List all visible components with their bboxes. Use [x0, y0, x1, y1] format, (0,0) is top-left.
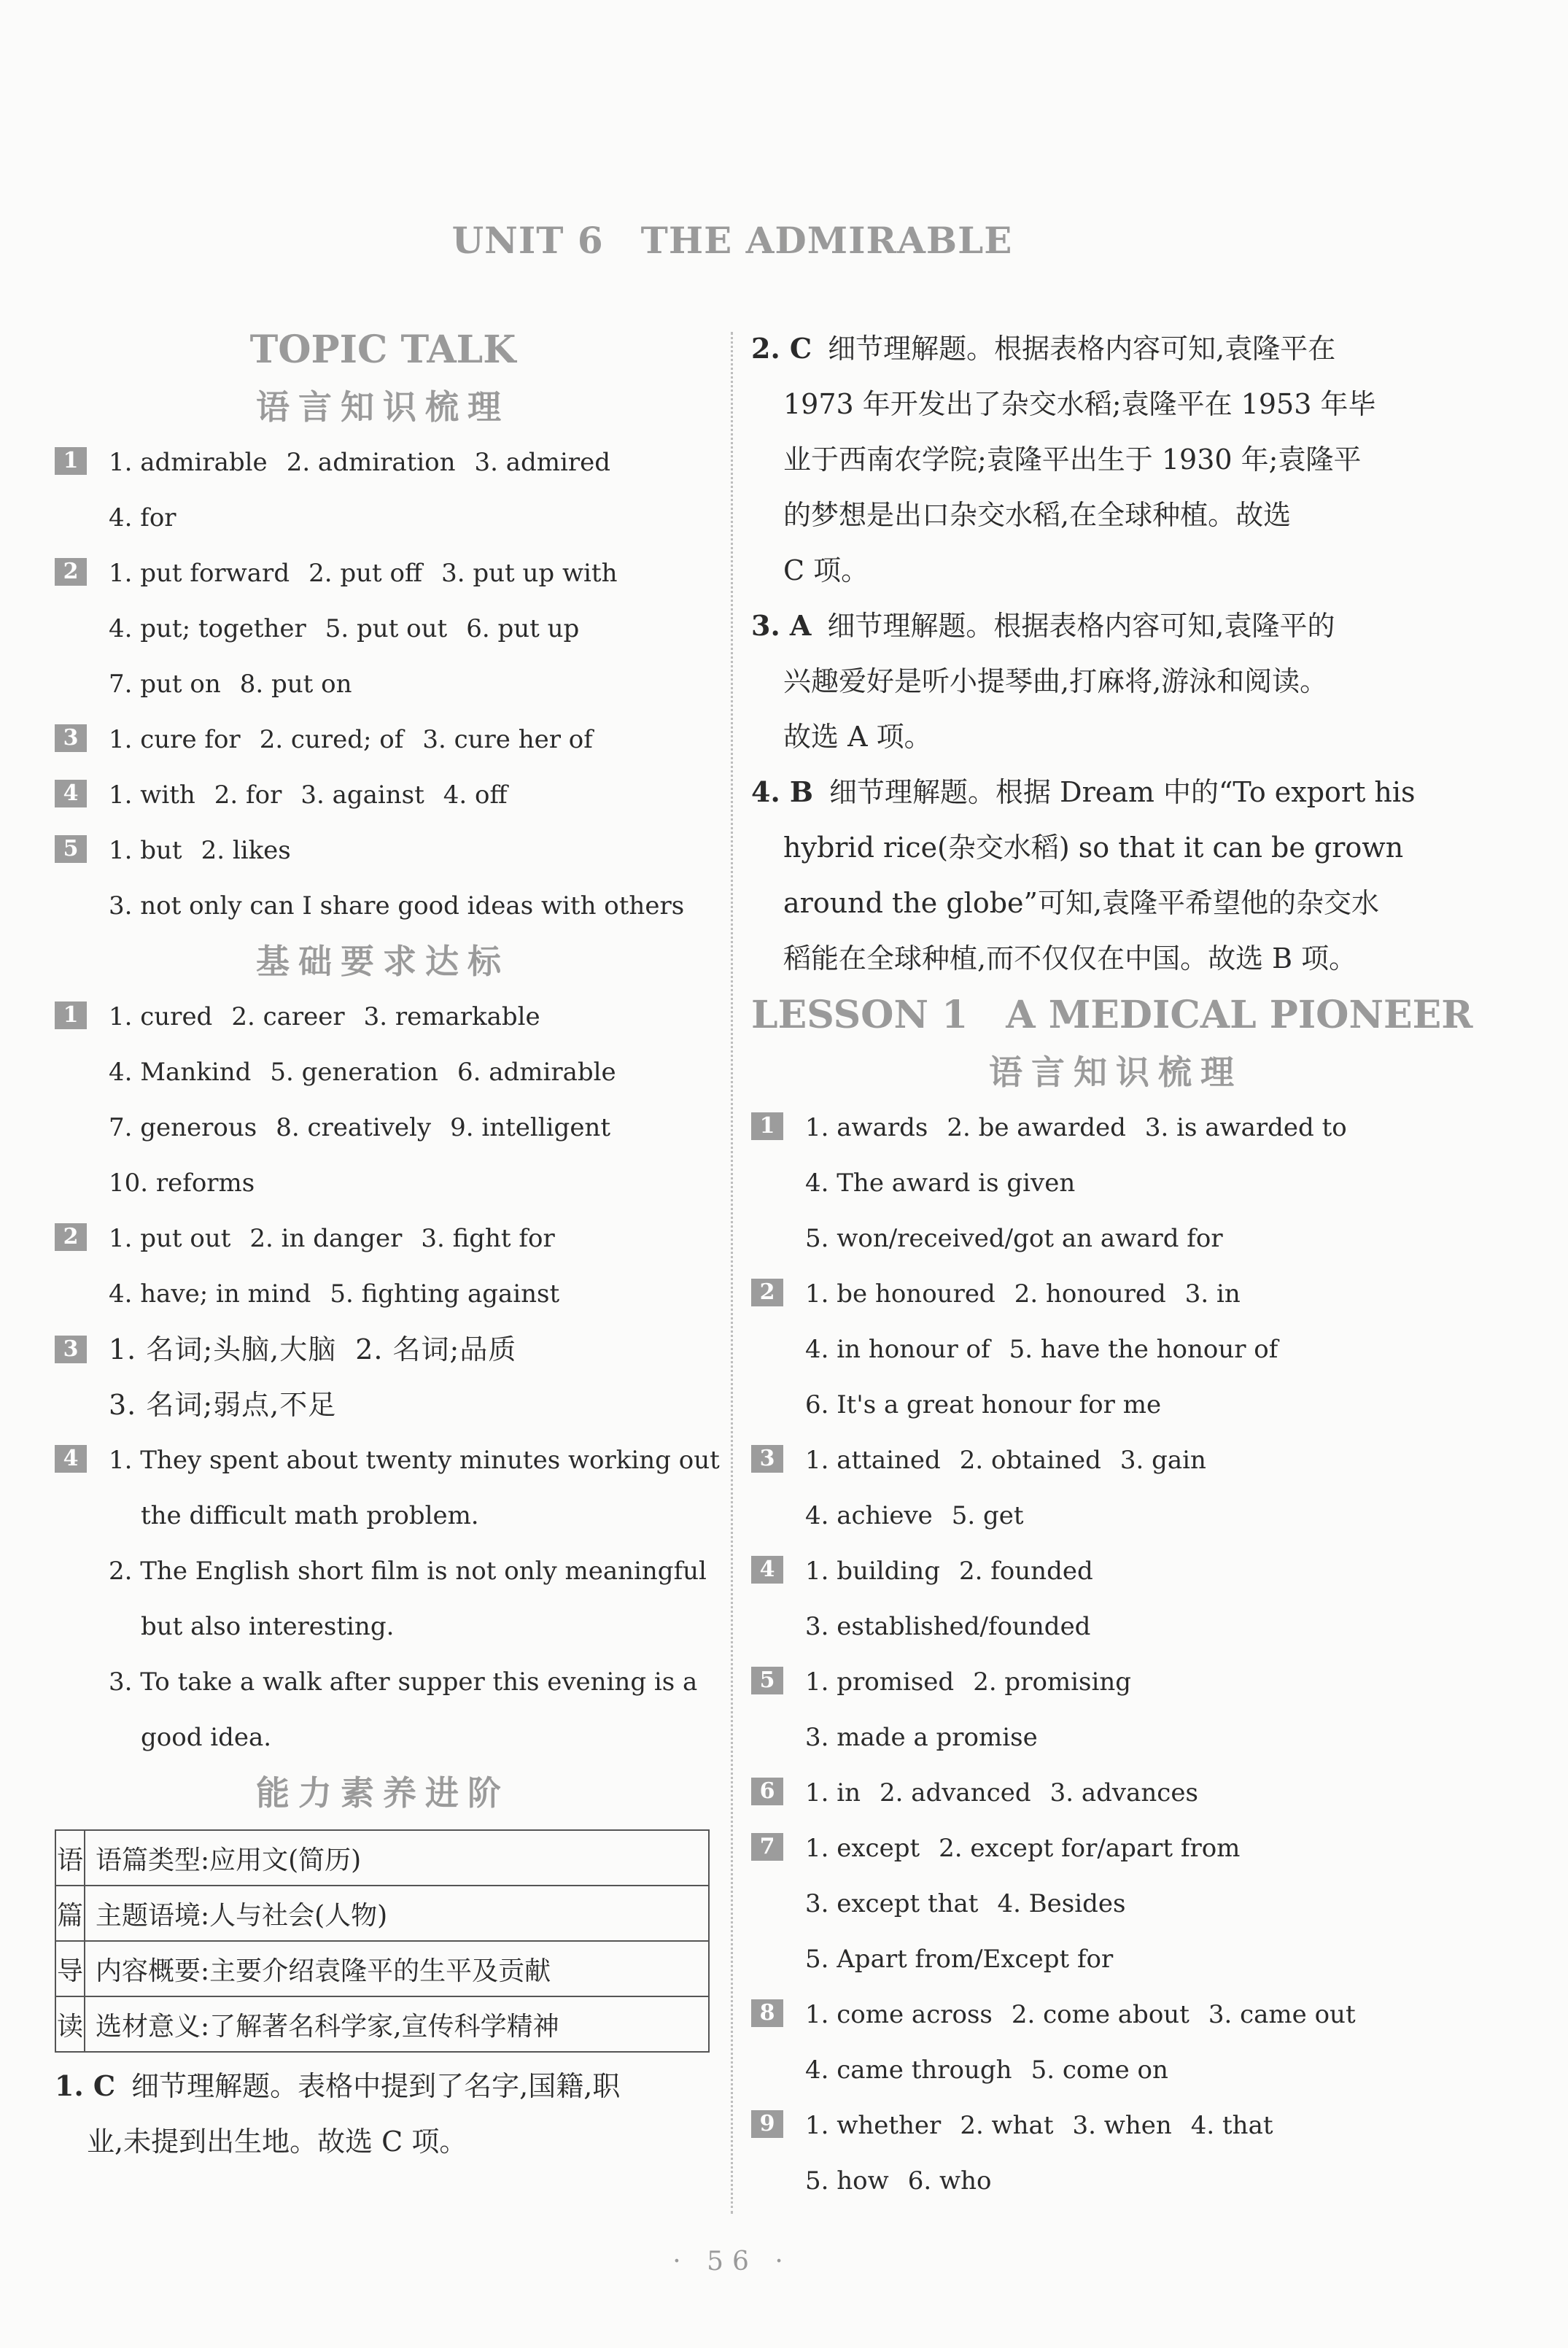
guide-label-char: 篇	[55, 1886, 85, 1941]
answer-item: good idea.	[141, 1723, 272, 1752]
question-answer-line	[751, 598, 1480, 654]
answer-item: 1. put forward	[109, 559, 290, 588]
exercise-number-badge: 1	[55, 1001, 87, 1029]
answer-item: 3. not only can I share good ideas with others	[109, 891, 685, 921]
exercise-number-badge: 3	[55, 724, 87, 752]
guide-row: 主题语境:人与社会(人物)	[85, 1886, 709, 1941]
answer-item: 3. admired	[474, 448, 611, 477]
explanation-text: C 项。	[783, 554, 869, 586]
answer-item: 2. admiration	[286, 448, 456, 477]
answer-item: 2. likes	[201, 836, 291, 865]
question-answer-line	[751, 487, 1480, 543]
exercise-number-badge: 7	[751, 1833, 783, 1861]
question-answer-line	[55, 2114, 711, 2169]
answer-item: 2. obtained	[959, 1446, 1101, 1475]
answer-item: the difficult math problem.	[141, 1501, 479, 1530]
answer-row	[751, 1377, 1480, 1433]
answer-item: 4. for	[109, 503, 176, 532]
answer-item: 1. They spent about twenty minutes working out	[109, 1446, 720, 1475]
explanation-text: around the globe”可知,袁隆平希望他的杂交水	[783, 887, 1380, 919]
answer-item: 3. 名词;弱点,不足	[109, 1389, 337, 1421]
question-answer-line	[751, 931, 1480, 986]
answer-item: 3. against	[300, 780, 424, 810]
answer-item: 5. have the honour of	[1009, 1335, 1278, 1364]
explanation-text: 细节理解题。根据表格内容可知,袁隆平的	[827, 610, 1335, 642]
right-section1-list	[751, 1100, 1480, 2209]
answer-row	[55, 1654, 711, 1710]
lesson-title: LESSON 1 A MEDICAL PIONEER	[751, 993, 1473, 1037]
page-number: · 56 ·	[672, 2247, 792, 2277]
answer-row	[751, 2153, 1480, 2209]
exercise-number-badge: 8	[751, 1999, 783, 2027]
answer-row	[55, 823, 711, 878]
answer-row	[55, 1322, 711, 1377]
question-answer-line	[55, 2058, 711, 2114]
answer-item: 4. put; together	[109, 614, 306, 643]
left-section2-list	[55, 989, 720, 1765]
exercise-number-badge: 1	[55, 447, 87, 475]
explanation-text: 故选 A 项。	[783, 721, 932, 753]
answer-item: 5. won/received/got an award for	[805, 1224, 1223, 1253]
explanation-text: 兴趣爱好是听小提琴曲,打麻将,游泳和阅读。	[783, 665, 1328, 697]
answer-item: 2. for	[214, 780, 282, 810]
answer-row	[55, 656, 711, 712]
answer-item: 1. awards	[805, 1113, 928, 1142]
answer-row	[751, 1322, 1480, 1377]
question-answer-key: 1. C	[55, 2069, 116, 2102]
answer-row	[751, 1266, 1480, 1322]
guide-label-char: 导	[55, 1941, 85, 1996]
answer-row	[55, 767, 711, 823]
guide-label-char: 读	[55, 1996, 85, 2052]
question-answer-line	[751, 764, 1480, 820]
answer-item: 2. 名词;品质	[355, 1333, 517, 1365]
explanation-text: 1973 年开发出了杂交水稻;袁隆平在 1953 年毕	[783, 388, 1376, 420]
guide-row: 选材意义:了解著名科学家,宣传科学精神	[85, 1996, 709, 2052]
exercise-number-badge: 4	[55, 1445, 87, 1473]
explanation-text: 细节理解题。根据表格内容可知,袁隆平在	[828, 333, 1336, 365]
answer-item: 2. put off	[308, 559, 423, 588]
answer-item: 2. what	[960, 2111, 1054, 2140]
answer-item: 2. career	[231, 1002, 345, 1031]
section-title-basic-requirements: 基础要求达标	[256, 942, 510, 981]
answer-row	[751, 1100, 1480, 1155]
answer-item: 6. admirable	[457, 1058, 616, 1087]
answer-row	[751, 1599, 1480, 1654]
answer-item: 3. remarkable	[363, 1002, 540, 1031]
exercise-number-badge: 5	[55, 835, 87, 863]
answer-item: 4. achieve	[805, 1501, 933, 1530]
question-answer-line	[751, 820, 1480, 875]
answer-item: 1. whether	[805, 2111, 942, 2140]
answer-row	[751, 1821, 1480, 1876]
answer-item: 9. intelligent	[450, 1113, 610, 1142]
answer-item: 10. reforms	[109, 1169, 255, 1198]
left-answers	[55, 2058, 711, 2169]
answer-row	[751, 1876, 1480, 1932]
explanation-text: 业,未提到出生地。故选 C 项。	[87, 2126, 467, 2158]
answer-row	[55, 1377, 711, 1433]
guide-row: 内容概要:主要介绍袁隆平的生平及贡献	[85, 1941, 709, 1996]
answer-item: 3. came out	[1208, 2000, 1356, 2029]
exercise-number-badge: 9	[751, 2110, 783, 2138]
answer-item: 2. in danger	[249, 1224, 403, 1253]
answer-item: 1. promised	[805, 1667, 955, 1697]
answer-row	[751, 1543, 1480, 1599]
right-answers	[751, 321, 1480, 986]
answer-row	[751, 2098, 1480, 2153]
answer-row	[55, 712, 711, 767]
answer-row	[55, 1433, 720, 1488]
answer-row	[55, 1599, 711, 1654]
answer-item: 1. attained	[805, 1446, 941, 1475]
answer-item: 1. cure for	[109, 725, 241, 754]
answer-item: 4. came through	[805, 2056, 1012, 2085]
question-answer-line	[751, 875, 1480, 931]
guide-label-char: 语	[55, 1830, 85, 1886]
answer-item: 2. The English short film is not only meaningful	[109, 1557, 707, 1586]
answer-item: 6. put up	[466, 614, 580, 643]
answer-item: 5. generation	[270, 1058, 438, 1087]
answer-item: 1. be honoured	[805, 1279, 995, 1309]
answer-item: 3. fight for	[421, 1224, 555, 1253]
guide-row: 语篇类型:应用文(简历)	[85, 1830, 709, 1886]
section-title-language-knowledge: 语言知识梳理	[256, 387, 510, 427]
right-column	[751, 321, 1480, 2209]
answer-item: 5. Apart from/Except for	[805, 1945, 1114, 1974]
question-answer-line	[751, 376, 1480, 432]
answer-item: 5. put out	[325, 614, 448, 643]
answer-row	[55, 1211, 711, 1266]
answer-item: 4. The award is given	[805, 1169, 1076, 1198]
question-answer-line	[751, 709, 1480, 764]
topic-talk-title: TOPIC TALK	[249, 328, 516, 372]
answer-item: 3. gain	[1119, 1446, 1206, 1475]
answer-item: 4. Besides	[997, 1889, 1126, 1918]
question-answer-line	[751, 432, 1480, 487]
explanation-text: 稻能在全球种植,而不仅仅在中国。故选 B 项。	[783, 942, 1357, 975]
answer-item: 2. honoured	[1014, 1279, 1166, 1309]
answer-row	[55, 1100, 711, 1155]
answer-item: 4. in honour of	[805, 1335, 990, 1364]
answer-row	[55, 1543, 711, 1599]
section-title-ability-advance: 能力素养进阶	[256, 1773, 510, 1813]
answer-row	[751, 1433, 1480, 1488]
answer-item: 6. It's a great honour for me	[805, 1390, 1162, 1419]
exercise-number-badge: 4	[55, 780, 87, 807]
question-answer-line	[751, 543, 1480, 598]
explanation-text: hybrid rice(杂交水稻) so that it can be grown	[783, 832, 1404, 864]
reading-guide-table	[55, 1829, 710, 2053]
answer-item: 2. advanced	[880, 1778, 1031, 1808]
answer-item: 5. get	[951, 1501, 1024, 1530]
answer-row	[55, 878, 711, 934]
answer-row	[751, 1488, 1480, 1543]
answer-row	[751, 1654, 1480, 1710]
answer-item: 2. be awarded	[947, 1113, 1126, 1142]
answer-row	[751, 2042, 1480, 2098]
answer-row	[55, 435, 711, 490]
exercise-number-badge: 2	[55, 1223, 87, 1251]
left-section1-list	[55, 435, 711, 934]
answer-row	[751, 1155, 1480, 1211]
answer-row	[751, 1710, 1480, 1765]
answer-row	[751, 1932, 1480, 1987]
answer-item: 7. put on	[109, 670, 221, 699]
answer-item: 4. Mankind	[109, 1058, 252, 1087]
explanation-text: 的梦想是出口杂交水稻,在全球种植。故选	[783, 499, 1292, 531]
answer-item: 1. put out	[109, 1224, 231, 1253]
answer-item: 5. how	[805, 2166, 889, 2196]
question-answer-line	[751, 654, 1480, 709]
answer-row	[55, 1266, 711, 1322]
answer-item: 4. that	[1190, 2111, 1273, 2140]
answer-item: 1. but	[109, 836, 182, 865]
answer-item: 3. To take a walk after supper this evening is a	[109, 1667, 698, 1697]
answer-item: 2. promising	[973, 1667, 1132, 1697]
answer-item: 3. advances	[1049, 1778, 1198, 1808]
answer-item: 3. when	[1072, 2111, 1172, 2140]
exercise-number-badge: 1	[751, 1112, 783, 1140]
answer-row	[751, 1765, 1480, 1821]
column-divider	[731, 332, 733, 2214]
answer-row	[55, 490, 711, 546]
answer-item: 2. come about	[1011, 2000, 1189, 2029]
answer-item: 1. except	[805, 1834, 920, 1863]
unit-title: UNIT 6 THE ADMIRABLE	[451, 219, 1013, 262]
answer-item: 1. with	[109, 780, 195, 810]
answer-item: 1. cured	[109, 1002, 213, 1031]
answer-row	[55, 1710, 711, 1765]
answer-item: 3. put up with	[441, 559, 618, 588]
answer-row	[55, 546, 711, 601]
answer-item: 1. building	[805, 1557, 940, 1586]
answer-row	[55, 1045, 711, 1100]
answer-item: 4. off	[443, 780, 508, 810]
exercise-number-badge: 4	[751, 1556, 783, 1584]
answer-item: 3. made a promise	[805, 1723, 1038, 1752]
question-answer-key: 4. B	[751, 775, 814, 808]
explanation-text: 业于西南农学院;袁隆平出生于 1930 年;袁隆平	[783, 443, 1362, 476]
answer-item: 8. creatively	[276, 1113, 432, 1142]
left-column	[55, 321, 720, 2169]
answer-row	[55, 1155, 711, 1211]
answer-item: 3. except that	[805, 1889, 979, 1918]
question-answer-line	[751, 321, 1480, 376]
answer-item: 3. in	[1184, 1279, 1241, 1309]
exercise-number-badge: 2	[751, 1279, 783, 1306]
exercise-number-badge: 3	[55, 1336, 87, 1363]
question-answer-key: 3. A	[751, 609, 812, 642]
answer-item: 1. in	[805, 1778, 861, 1808]
answer-item: 1. come across	[805, 2000, 993, 2029]
exercise-number-badge: 6	[751, 1778, 783, 1805]
answer-row	[751, 1211, 1480, 1266]
answer-item: 1. admirable	[109, 448, 268, 477]
answer-item: 2. except for/apart from	[939, 1834, 1241, 1863]
answer-row	[55, 601, 711, 656]
answer-item: but also interesting.	[141, 1612, 395, 1641]
answer-row	[751, 1987, 1480, 2042]
answer-item: 2. cured; of	[259, 725, 404, 754]
answer-row	[55, 1488, 711, 1543]
answer-item: 3. is awarded to	[1144, 1113, 1347, 1142]
answer-item: 4. have; in mind	[109, 1279, 311, 1309]
answer-item: 5. come on	[1031, 2056, 1168, 2085]
answer-item: 1. 名词;头脑,大脑	[109, 1333, 337, 1365]
question-answer-key: 2. C	[751, 332, 812, 365]
answer-item: 5. fighting against	[330, 1279, 560, 1309]
answer-item: 3. cure her of	[422, 725, 593, 754]
answer-item: 7. generous	[109, 1113, 257, 1142]
explanation-text: 细节理解题。根据 Dream 中的“To export his	[829, 776, 1416, 808]
exercise-number-badge: 5	[751, 1667, 783, 1694]
answer-item: 2. founded	[958, 1557, 1093, 1586]
exercise-number-badge: 2	[55, 558, 87, 586]
answer-item: 3. established/founded	[805, 1612, 1091, 1641]
answer-row	[55, 989, 711, 1045]
explanation-text: 细节理解题。表格中提到了名字,国籍,职	[131, 2070, 621, 2102]
exercise-number-badge: 3	[751, 1445, 783, 1473]
section-title-language-knowledge-lesson1: 语言知识梳理	[989, 1053, 1243, 1092]
answer-item: 6. who	[907, 2166, 992, 2196]
answer-item: 8. put on	[239, 670, 352, 699]
